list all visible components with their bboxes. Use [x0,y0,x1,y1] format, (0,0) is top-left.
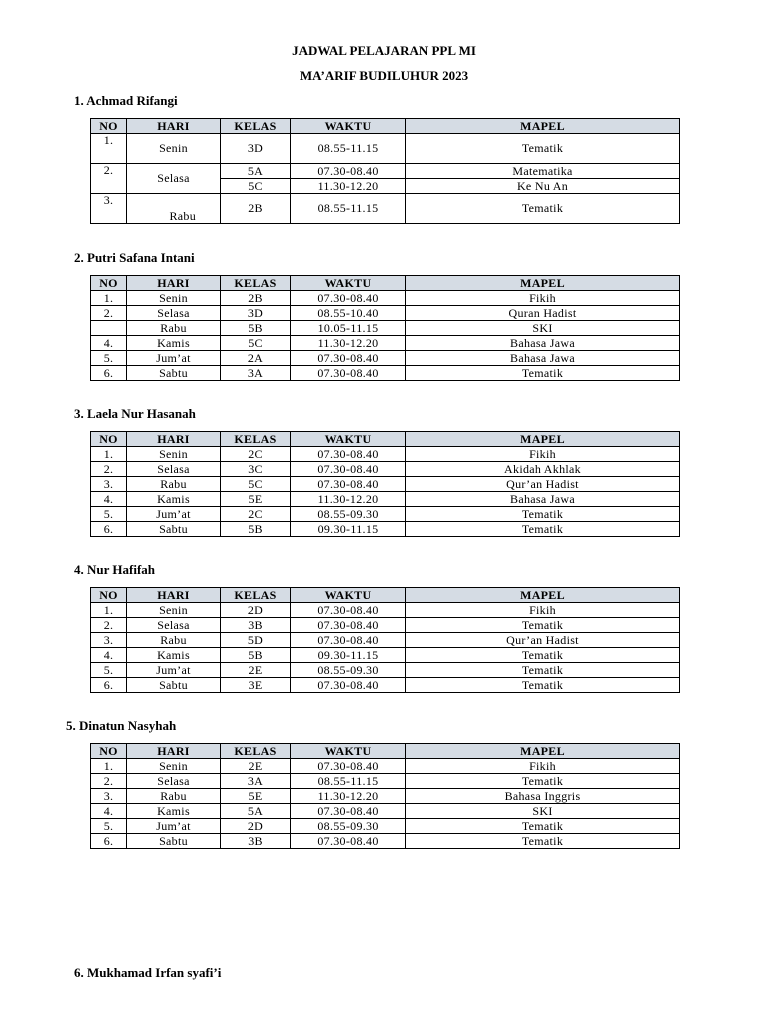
table-row [91,447,680,462]
cell-kelas: 2A [221,351,291,366]
table-row [91,492,680,507]
cell-mapel: Quran Hadist [406,306,680,321]
cell-hari: Senin [127,447,221,462]
header-hari: HARI [127,432,221,447]
cell-waktu: 07.30-08.40 [291,477,406,492]
header-kelas: KELAS [221,276,291,291]
cell-waktu: 07.30-08.40 [291,603,406,618]
cell-hari: Rabu [127,321,221,336]
table-row [91,462,680,477]
header-no: NO [91,432,127,447]
cell-mapel: Bahasa Jawa [406,351,680,366]
teacher-heading: 1. Achmad Rifangi [74,93,178,108]
table-row [91,618,680,633]
cell-kelas: 3D [221,306,291,321]
table-row [91,477,680,492]
cell-no: 2. [91,618,127,633]
header-no: NO [91,744,127,759]
document-subtitle: MA’ARIF BUDILUHUR 2023 [299,68,469,83]
header-hari: HARI [127,119,221,134]
header-waktu: WAKTU [291,119,406,134]
cell-no: 6. [91,678,127,693]
header-no: NO [91,119,127,134]
cell-hari: Sabtu [127,678,221,693]
table-row [91,648,680,663]
cell-hari: Senin [127,759,221,774]
table-row [91,834,680,849]
cell-kelas: 2B [221,194,291,224]
cell-mapel: Qur’an Hadist [406,477,680,492]
cell-no: 5. [91,819,127,834]
schedule-table [90,587,680,693]
cell-no: 1. [91,759,127,774]
cell-hari: Kamis [127,492,221,507]
cell-mapel: Qur’an Hadist [406,633,680,648]
cell-no: 4. [91,804,127,819]
table-header-row [91,276,680,291]
table-header-row [91,744,680,759]
cell-no: 3. [91,633,127,648]
header-mapel: MAPEL [406,276,680,291]
cell-waktu: 08.55-11.15 [291,774,406,789]
header-hari: HARI [127,588,221,603]
schedule-table [90,743,680,849]
cell-no: 1. [91,603,127,618]
cell-waktu: 08.55-09.30 [291,507,406,522]
schedule-table [90,118,680,224]
cell-no: 4. [91,648,127,663]
cell-kelas: 2D [221,603,291,618]
schedule-table [90,431,680,537]
cell-kelas: 5C [221,179,291,194]
cell-hari: Rabu [127,789,221,804]
cell-no: 3. [91,477,127,492]
cell-hari: Selasa [127,306,221,321]
table-row [91,804,680,819]
cell-waktu: 11.30-12.20 [291,179,406,194]
cell-hari: Selasa [127,164,221,194]
cell-hari: Selasa [127,618,221,633]
cell-waktu: 07.30-08.40 [291,759,406,774]
cell-hari: Jum’at [127,351,221,366]
cell-mapel: Fikih [406,447,680,462]
cell-waktu: 08.55-10.40 [291,306,406,321]
table-row [91,522,680,537]
header-no: NO [91,588,127,603]
cell-waktu: 07.30-08.40 [291,633,406,648]
header-waktu: WAKTU [291,432,406,447]
cell-waktu: 09.30-11.15 [291,648,406,663]
cell-no: 1. [91,291,127,306]
cell-waktu: 07.30-08.40 [291,834,406,849]
cell-mapel: Tematik [406,522,680,537]
cell-kelas: 2D [221,819,291,834]
table-row [91,603,680,618]
cell-mapel: Tematik [406,648,680,663]
header-hari: HARI [127,744,221,759]
table-row [91,759,680,774]
cell-kelas: 5B [221,648,291,663]
table-row [91,291,680,306]
table-row [91,306,680,321]
teacher-heading: 3. Laela Nur Hasanah [74,406,196,421]
table-row [91,819,680,834]
cell-waktu: 07.30-08.40 [291,164,406,179]
cell-kelas: 5C [221,477,291,492]
cell-hari: Selasa [127,774,221,789]
cell-mapel: Fikih [406,759,680,774]
cell-waktu: 07.30-08.40 [291,351,406,366]
table-row [91,164,680,179]
cell-kelas: 5E [221,492,291,507]
cell-mapel: Tematik [406,366,680,381]
cell-kelas: 2B [221,291,291,306]
cell-mapel: Ke Nu An [406,179,680,194]
header-kelas: KELAS [221,432,291,447]
cell-hari: Kamis [127,804,221,819]
cell-hari: Rabu [127,194,221,224]
cell-kelas: 3B [221,618,291,633]
cell-no: 2. [91,164,127,194]
cell-waktu: 07.30-08.40 [291,618,406,633]
cell-kelas: 3A [221,366,291,381]
cell-waktu: 07.30-08.40 [291,447,406,462]
table-row [91,507,680,522]
cell-hari: Kamis [127,648,221,663]
cell-waktu: 08.55-09.30 [291,819,406,834]
cell-hari: Sabtu [127,366,221,381]
cell-hari: Selasa [127,462,221,477]
cell-kelas: 2C [221,507,291,522]
teacher-heading: 6. Mukhamad Irfan syafi’i [74,965,222,980]
cell-kelas: 5A [221,164,291,179]
cell-hari: Rabu [127,477,221,492]
header-hari: HARI [127,276,221,291]
cell-no [91,321,127,336]
cell-no: 1. [91,447,127,462]
table-row [91,678,680,693]
header-kelas: KELAS [221,744,291,759]
table-row [91,663,680,678]
cell-kelas: 2E [221,759,291,774]
table-row [91,633,680,648]
cell-mapel: Tematik [406,507,680,522]
cell-mapel: Tematik [406,834,680,849]
header-mapel: MAPEL [406,588,680,603]
cell-mapel: Akidah Akhlak [406,462,680,477]
cell-kelas: 3A [221,774,291,789]
cell-no: 6. [91,366,127,381]
header-mapel: MAPEL [406,744,680,759]
cell-hari: Jum’at [127,663,221,678]
cell-waktu: 10.05-11.15 [291,321,406,336]
table-row [91,194,680,224]
cell-kelas: 3C [221,462,291,477]
cell-mapel: SKI [406,804,680,819]
cell-hari: Senin [127,134,221,164]
cell-waktu: 07.30-08.40 [291,366,406,381]
cell-waktu: 08.55-11.15 [291,194,406,224]
cell-kelas: 2E [221,663,291,678]
table-row [91,774,680,789]
cell-mapel: Tematik [406,194,680,224]
schedule-table [90,275,680,381]
cell-no: 2. [91,774,127,789]
teacher-heading: 5. Dinatun Nasyhah [66,718,177,733]
cell-kelas: 3E [221,678,291,693]
document-title: JADWAL PELAJARAN PPL MI [292,43,476,58]
cell-kelas: 5B [221,321,291,336]
cell-kelas: 3B [221,834,291,849]
cell-waktu: 07.30-08.40 [291,804,406,819]
cell-mapel: Fikih [406,603,680,618]
teacher-heading: 4. Nur Hafifah [74,562,156,577]
cell-mapel: Tematik [406,678,680,693]
cell-waktu: 11.30-12.20 [291,492,406,507]
cell-no: 4. [91,336,127,351]
header-waktu: WAKTU [291,276,406,291]
cell-kelas: 5A [221,804,291,819]
header-waktu: WAKTU [291,588,406,603]
cell-waktu: 07.30-08.40 [291,678,406,693]
cell-kelas: 5B [221,522,291,537]
header-kelas: KELAS [221,588,291,603]
cell-mapel: Tematik [406,663,680,678]
cell-kelas: 2C [221,447,291,462]
cell-mapel: Fikih [406,291,680,306]
table-header-row [91,432,680,447]
header-kelas: KELAS [221,119,291,134]
cell-no: 5. [91,663,127,678]
cell-waktu: 11.30-12.20 [291,789,406,804]
cell-waktu: 09.30-11.15 [291,522,406,537]
cell-no: 1. [91,134,127,164]
table-row [91,789,680,804]
cell-mapel: Bahasa Jawa [406,492,680,507]
cell-no: 6. [91,522,127,537]
cell-no: 4. [91,492,127,507]
cell-kelas: 3D [221,134,291,164]
cell-waktu: 11.30-12.20 [291,336,406,351]
cell-hari: Senin [127,291,221,306]
cell-no: 5. [91,507,127,522]
teacher-heading: 2. Putri Safana Intani [74,250,195,265]
cell-mapel: Bahasa Inggris [406,789,680,804]
cell-hari: Jum’at [127,819,221,834]
cell-mapel: Tematik [406,774,680,789]
cell-hari: Rabu [127,633,221,648]
cell-kelas: 5C [221,336,291,351]
cell-kelas: 5D [221,633,291,648]
cell-hari: Jum’at [127,507,221,522]
cell-mapel: Tematik [406,618,680,633]
cell-waktu: 07.30-08.40 [291,462,406,477]
table-header-row [91,119,680,134]
cell-hari: Sabtu [127,522,221,537]
cell-waktu: 07.30-08.40 [291,291,406,306]
cell-no: 6. [91,834,127,849]
cell-no: 3. [91,789,127,804]
cell-hari: Senin [127,603,221,618]
header-mapel: MAPEL [406,432,680,447]
cell-no: 3. [91,194,127,224]
cell-no: 2. [91,306,127,321]
table-header-row [91,588,680,603]
table-row [91,351,680,366]
cell-mapel: Bahasa Jawa [406,336,680,351]
cell-mapel: Matematika [406,164,680,179]
header-no: NO [91,276,127,291]
table-row [91,366,680,381]
cell-mapel: Tematik [406,134,680,164]
cell-mapel: Tematik [406,819,680,834]
header-mapel: MAPEL [406,119,680,134]
cell-hari: Sabtu [127,834,221,849]
cell-waktu: 08.55-09.30 [291,663,406,678]
cell-kelas: 5E [221,789,291,804]
table-row [91,336,680,351]
table-row [91,134,680,164]
header-waktu: WAKTU [291,744,406,759]
cell-hari: Kamis [127,336,221,351]
table-row [91,321,680,336]
cell-no: 5. [91,351,127,366]
cell-mapel: SKI [406,321,680,336]
cell-waktu: 08.55-11.15 [291,134,406,164]
cell-no: 2. [91,462,127,477]
